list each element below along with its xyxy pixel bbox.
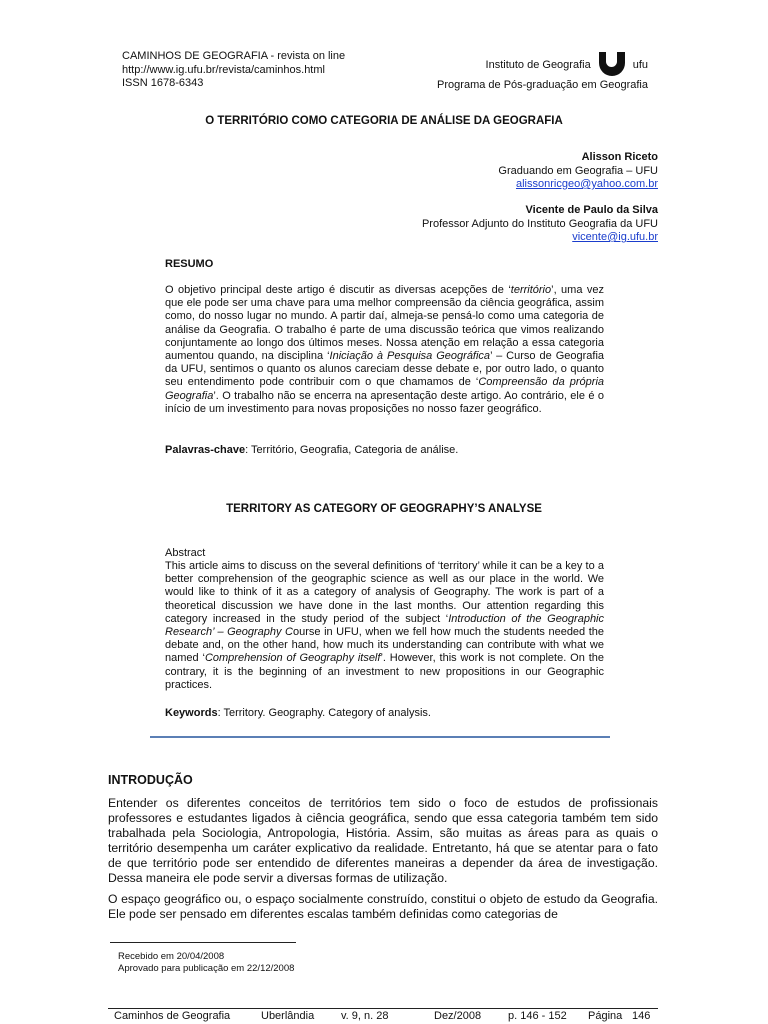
journal-url: http://www.ig.ufu.br/revista/caminhos.html: [122, 63, 325, 76]
footer-date: Dez/2008: [434, 1010, 482, 1022]
journal-header: [122, 50, 345, 91]
footnote-approved: Aprovado para publicação em 22/12/2008: [118, 963, 295, 974]
author-name: Alisson Riceto: [581, 151, 658, 163]
author-name: Vicente de Paulo da Silva: [525, 204, 658, 216]
ufu-label: ufu: [632, 59, 648, 71]
footer-divider: [108, 1008, 658, 1009]
institute-name: Instituto de Geografia: [485, 59, 591, 71]
abstract-keywords: Keywords: Territory. Geography. Category of analysis.: [165, 707, 431, 719]
journal-issn: ISSN 1678-6343: [122, 77, 204, 89]
journal-name: CAMINHOS DE GEOGRAFIA - revista on line: [122, 50, 346, 62]
footer-city: Uberlândia: [261, 1010, 315, 1022]
intro-paragraph-2: O espaço geográfico ou, o espaço socialmente construído, constitui o objeto de estudo da Geografia. Ele pode ser pensado em diferentes escalas também definidas como categorias de: [108, 892, 658, 921]
english-title: TERRITORY AS CATEGORY OF GEOGRAPHY’S ANALYSE: [226, 503, 542, 515]
footnote-received: Recebido em 20/04/2008: [118, 951, 225, 962]
abstract-paragraph: This article aims to discuss on the several definitions of ‘territory’ while it can be a key to a better comprehension of the geographic science as well as our place in the world. We would like to think of it as a category of analysis of Geography. The work is part of a theoretical discussion we have done in the last months. Our attention regarding this category increased in the study period of the subject ‘Introduction of the Geographic Research’ – Geography Course in UFU, when we fell how much the students needed the debate and, on the other hand, how much its understanding can contribute with what we named ‘Comprehension of Geography itself’. However, this work is not complete. On the contrary, it is the beginning of an investment to new propositions in our Geographic practices.: [165, 560, 605, 691]
author-affiliation: Professor Adjunto do Instituto Geografia da UFU: [421, 217, 658, 230]
resumo-keywords: Palavras-chave: Território, Geografia, Categoria de análise.: [165, 444, 459, 456]
author-email-link[interactable]: vicente@ig.ufu.br: [572, 231, 658, 243]
intro-paragraph-1: Entender os diferentes conceitos de territórios tem sido o foco de estudos de profissionais professores e estudantes ligados à ciência geográfica, sendo que essa categoria também tem sido trabalhada pela Sociologia, Antropologia, História. Assim, são muitas as áreas para as quais o território desempenha um caráter explicativo da realidade. Entretanto, há que se atentar para o fato de que território pode ser entendido de diferentes maneiras a depender da área de investigação. Dessa maneira ele pode servir a diversas formas de utilização.: [108, 796, 658, 885]
author-affiliation: Graduando em Geografia – UFU: [498, 164, 658, 177]
institution-header: [437, 52, 648, 92]
resumo-heading: RESUMO: [165, 258, 214, 270]
footnote-divider: [110, 942, 296, 943]
author-email-link[interactable]: alissonricgeo@yahoo.com.br: [515, 178, 658, 190]
footer-volume: v. 9, n. 28: [341, 1010, 389, 1022]
footer-page-number: 146: [632, 1010, 651, 1022]
footer-page-label: Página: [588, 1010, 623, 1022]
author-block-2: [422, 204, 658, 245]
footer-pages: p. 146 - 152: [508, 1010, 567, 1022]
author-block-1: [498, 151, 658, 192]
resumo-paragraph: O objetivo principal deste artigo é discutir as diversas acepções de ‘território’, uma vez que ele pode ser uma chave para uma melhor compreensão da ciência geográfica, assim como, do nosso lugar no mundo. A partir daí, almeja-se pensá-lo como uma categoria de análise da Geografia. O trabalho é parte de uma discussão teórica que vimos realizando conjuntamente ao longo dos últimos meses. Nossa atenção em relação a essa categoria aumentou quando, na disciplina ‘Iniciação à Pesquisa Geográfica’ – Curso de Geografia da UFU, sentimos o quanto os alunos careciam desse debate e, por outro lado, o quanto seu entendimento pode contribuir com o que chamamos de ‘Compreensão da própria Geografia’. O trabalho não se encerra na apresentação deste artigo. Ao contrário, ele é o início de um investimento para novas proposições no nosso fazer geográfico.: [165, 284, 605, 415]
page-footer: [114, 1010, 654, 1022]
ufu-logo-icon: [597, 52, 627, 78]
program-name: Programa de Pós-graduação em Geografia: [437, 79, 648, 91]
footer-journal: Caminhos de Geografia: [114, 1010, 231, 1022]
section-divider: [150, 736, 610, 738]
introduction-heading: INTRODUÇÃO: [108, 773, 193, 787]
abstract-heading: Abstract: [165, 547, 206, 559]
article-title: O TERRITÓRIO COMO CATEGORIA DE ANÁLISE DA GEOGRAFIA: [205, 115, 563, 127]
